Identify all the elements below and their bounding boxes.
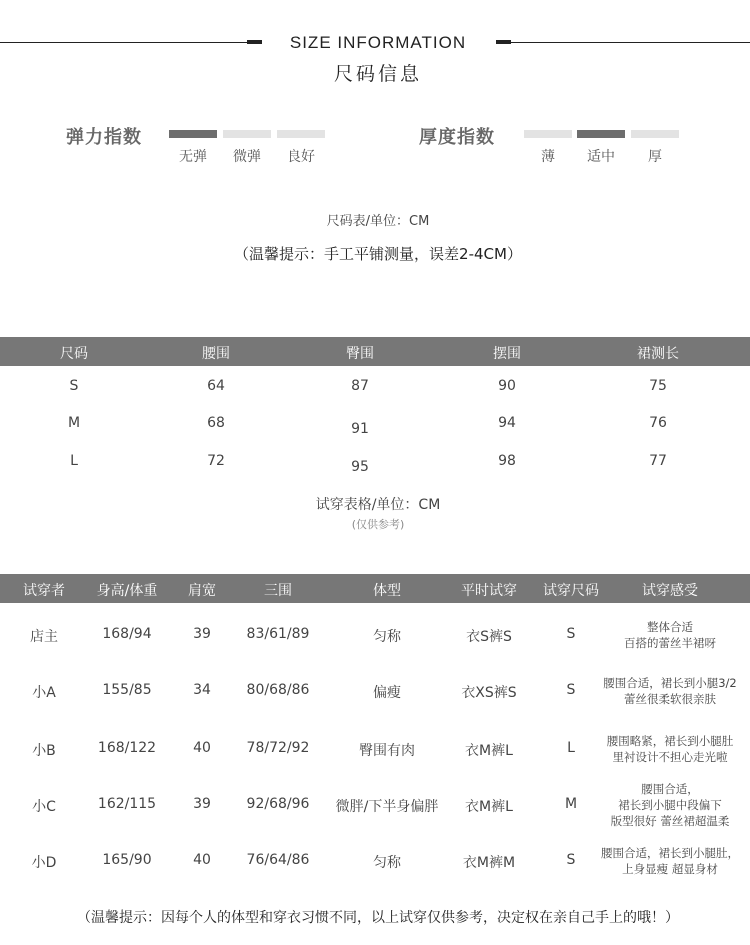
elasticity-option-1: 微弹 [233,149,261,165]
trial-cell-4-3: 76/64/86 [246,852,310,868]
trial-cell-0-4: 匀称 [373,629,401,645]
thickness-seg-1 [577,130,625,138]
trial-header-0: 试穿者 [23,583,65,599]
trial-cell-3-6: M [564,796,578,812]
trial-cell-1-0: 小A [32,685,56,701]
trial-table-caption: 试穿表格/单位：CM [315,497,441,513]
trial-cell-4-0: 小D [31,855,57,871]
size-cell-1-0: M [67,415,81,431]
elasticity-option-2: 良好 [287,149,315,165]
trial-feedback-0-1: 百搭的蕾丝半裙呀 [624,636,716,650]
trial-cell-1-5: 衣XS裤S [461,685,517,701]
trial-cell-2-4: 臀围有肉 [359,743,415,759]
trial-cell-4-2: 40 [193,852,211,868]
title-chinese: 尺码信息 [333,63,422,85]
elasticity-option-0: 无弹 [179,149,207,165]
thickness-option-1: 适中 [587,149,615,165]
size-header-0: 尺码 [60,346,88,362]
trial-header-4: 体型 [373,583,401,599]
elasticity-seg-0 [169,130,217,138]
trial-feedback-1-1: 蕾丝很柔软很亲肤 [624,692,716,706]
trial-header-2: 肩宽 [188,583,216,599]
trial-cell-2-3: 78/72/92 [246,740,310,756]
trial-cell-1-3: 80/68/86 [246,682,310,698]
trial-table-subcaption: (仅供参考) [351,518,405,531]
size-cell-2-3: 98 [498,453,516,469]
trial-cell-1-6: S [566,682,576,698]
trial-feedback-3-0: 腰围合适， [641,782,699,796]
trial-cell-2-5: 衣M裤L [465,743,513,759]
trial-feedback-4-1: 上身显瘦 超显身材 [622,862,718,876]
trial-cell-2-2: 40 [193,740,211,756]
trial-feedback-2-0: 腰围略紧，裙长到小腿肚 [606,734,734,748]
trial-cell-2-0: 小B [32,743,56,759]
thickness-option-2: 厚 [648,149,662,165]
size-cell-1-4: 76 [649,415,667,431]
trial-header-5: 平时试穿 [461,583,517,599]
trial-cell-0-1: 168/94 [102,626,152,642]
elasticity-seg-2 [277,130,325,138]
trial-header-7: 试穿感受 [642,583,698,599]
title-english: SIZE INFORMATION [289,33,467,52]
size-cell-2-2: 95 [351,459,369,475]
thickness-option-0: 薄 [541,149,555,165]
trial-feedback-4-0: 腰围合适，裙长到小腿肚， [601,846,739,860]
size-cell-0-3: 90 [498,378,516,394]
footer-note: （温馨提示：因每个人的体型和穿衣习惯不同，以上试穿仅供参考，决定权在亲自己手上的哦！） [77,910,679,926]
trial-feedback-0-0: 整体合适 [647,620,693,634]
trial-cell-0-0: 店主 [30,629,58,645]
trial-cell-3-1: 162/115 [97,796,157,812]
size-cell-2-4: 77 [649,453,667,469]
trial-cell-3-0: 小C [32,799,56,815]
trial-cell-4-4: 匀称 [373,855,401,871]
trial-cell-3-4: 微胖/下半身偏胖 [335,799,439,815]
trial-feedback-3-2: 版型很好 蕾丝裙超温柔 [610,814,730,828]
trial-feedback-2-1: 里衬设计不担心走光啦 [612,750,728,764]
size-header-4: 裙测长 [637,346,679,362]
size-cell-1-3: 94 [498,415,516,431]
size-cell-0-0: S [69,378,79,394]
trial-cell-4-1: 165/90 [102,852,152,868]
trial-cell-4-5: 衣M裤M [462,855,516,871]
trial-cell-3-3: 92/68/96 [246,796,310,812]
size-cell-1-2: 91 [351,421,369,437]
size-cell-1-1: 68 [207,415,225,431]
trial-cell-4-6: S [566,852,576,868]
size-cell-0-1: 64 [207,378,225,394]
thickness-label: 厚度指数 [419,127,495,148]
trial-feedback-1-0: 腰围合适，裙长到小腿3/2 [603,676,737,690]
trial-cell-3-2: 39 [193,796,211,812]
trial-cell-0-3: 83/61/89 [246,626,310,642]
trial-header-6: 试穿尺码 [543,583,599,599]
trial-cell-0-5: 衣S裤S [466,629,512,645]
size-cell-0-4: 75 [649,378,667,394]
trial-cell-1-4: 偏瘦 [373,685,401,701]
size-header-1: 腰围 [202,346,230,362]
elasticity-seg-1 [223,130,271,138]
size-table-caption: 尺码表/单位：CM [326,214,430,229]
size-table-note: （温馨提示：手工平铺测量，误差2-4CM） [234,245,522,263]
trial-cell-1-2: 34 [193,682,211,698]
elasticity-label: 弹力指数 [66,127,142,148]
trial-feedback-3-1: 裙长到小腿中段偏下 [618,798,722,812]
trial-cell-3-5: 衣M裤L [465,799,513,815]
size-cell-0-2: 87 [351,378,369,394]
thickness-seg-2 [631,130,679,138]
trial-header-3: 三围 [264,583,292,599]
trial-header-1: 身高/体重 [96,583,158,599]
size-header-3: 摆围 [493,346,521,362]
trial-cell-0-6: S [566,626,576,642]
size-cell-2-1: 72 [207,453,225,469]
trial-cell-1-1: 155/85 [102,682,152,698]
size-header-2: 臀围 [346,346,374,362]
size-cell-2-0: L [70,453,78,469]
trial-cell-2-1: 168/122 [97,740,157,756]
trial-cell-0-2: 39 [193,626,211,642]
thickness-seg-0 [524,130,572,138]
trial-cell-2-6: L [567,740,575,756]
